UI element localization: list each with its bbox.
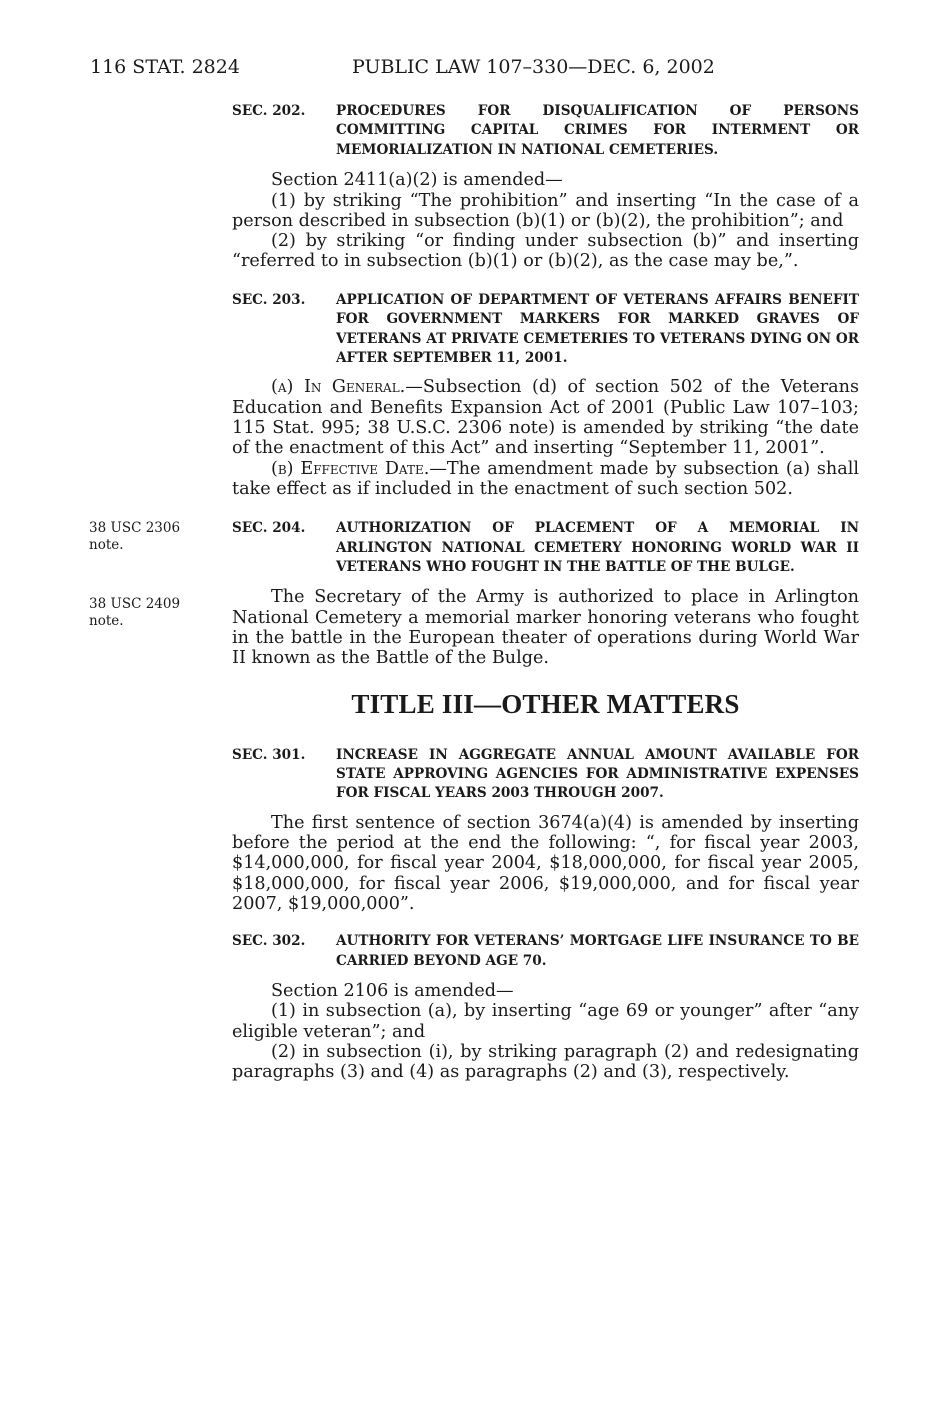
subsection-b: [232, 459, 859, 500]
running-header: [90, 56, 750, 84]
section-title: INCREASE IN AGGREGATE ANNUAL AMOUNT AVAILABLE FOR STATE APPROVING AGENCIES FOR ADMINISTRATIVE EXPENSES FOR FISCAL YEARS 2003 THROUGH 2007.: [336, 746, 859, 802]
amendment-item: (1) by striking “The prohibition” and inserting “In the case of a person described in subsection (b)(1) or (b)(2), the prohibition”; and: [232, 190, 859, 231]
section-number: SEC. 302.: [232, 933, 306, 950]
section-title: AUTHORIZATION OF PLACEMENT OF A MEMORIAL IN ARLINGTON NATIONAL CEMETERY HONORING WORLD WAR II VETERANS WHO FOUGHT IN THE BATTLE OF THE BULGE.: [336, 520, 859, 575]
section-number: SEC. 203.: [232, 291, 306, 308]
section-number: SEC. 301.: [232, 746, 306, 763]
subsection-label: (b) Effective Date.: [271, 458, 430, 479]
section-title: PROCEDURES FOR DISQUALIFICATION OF PERSONS COMMITTING CAPITAL CRIMES FOR INTERMENT OR MEMORIALIZATION IN NATIONAL CEMETERIES.: [336, 103, 859, 158]
section-302: [232, 932, 859, 1082]
section-text: The Secretary of the Army is authorized to place in Arlington National Cemetery a memorial marker honoring veterans who fought in the battle in the European theater of operations during World War II known as the Battle of the Bulge.: [232, 587, 859, 669]
margin-note-line: note.: [89, 613, 124, 629]
section-204: [232, 519, 859, 668]
amendment-item: (2) by striking “or finding under subsection (b)” and inserting “referred to in subsection (b)(1) or (b)(2), as the case may be,”.: [232, 231, 859, 272]
subsection-label: (a) In General.: [271, 377, 406, 398]
section-heading: [232, 519, 859, 577]
amendment-item: (2) in subsection (i), by striking paragraph (2) and redesignating paragraphs (3) and (4) as paragraphs (2) and (3), respectively.: [232, 1041, 859, 1083]
title-heading: TITLE III—OTHER MATTERS: [351, 688, 740, 719]
subsection-a: [232, 377, 859, 458]
amendment-item: (1) in subsection (a), by inserting “age 69 or younger” after “any eligible veteran”; and: [232, 1001, 859, 1042]
section-title: AUTHORITY FOR VETERANS’ MORTGAGE LIFE INSURANCE TO BE CARRIED BEYOND AGE 70.: [336, 933, 859, 969]
margin-note-2409: [89, 596, 209, 630]
margin-note-line: 38 USC 2409: [89, 596, 181, 612]
section-number: SEC. 204.: [232, 520, 306, 537]
section-text: The first sentence of section 3674(a)(4) is amended by inserting before the period at the end the following: “, for fiscal year 2003, $14,000,000, for fiscal year 2004, $18,000,000, for fiscal year 2005, $18,000,000, for fiscal year 2006, $19,000,000, and for fiscal year 2007, $19,000,000”.: [232, 812, 859, 914]
section-title: APPLICATION OF DEPARTMENT OF VETERANS AFFAIRS BENEFIT FOR GOVERNMENT MARKERS FOR MARKED GRAVES OF VETERANS AT PRIVATE CEMETERIES TO VETERANS DYING ON OR AFTER SEPTEMBER 11, 2001.: [336, 291, 859, 366]
section-heading: [232, 932, 859, 971]
section-intro: Section 2106 is amended—: [271, 981, 514, 1002]
section-202: [232, 102, 859, 272]
section-heading: [232, 746, 859, 804]
section-203: [232, 291, 859, 499]
section-intro: Section 2411(a)(2) is amended—: [271, 170, 563, 191]
section-number: SEC. 202.: [232, 103, 306, 119]
margin-note-line: note.: [89, 537, 124, 553]
subsection-text: —The amendment made by subsection (a) shall take effect as if included in the enactment of such section 502.: [232, 458, 859, 499]
public-law-reference: PUBLIC LAW 107–330—DEC. 6, 2002: [352, 56, 715, 78]
stat-reference: 116 STAT. 2824: [90, 56, 240, 78]
margin-note-2306: [89, 520, 209, 554]
section-301: [232, 746, 859, 915]
section-heading: [232, 291, 859, 369]
section-heading: [232, 102, 859, 160]
margin-note-line: 38 USC 2306: [89, 520, 181, 536]
document-body: [232, 102, 859, 1083]
subsection-text: —Subsection (d) of section 502 of the Veterans Education and Benefits Expansion Act of 2001 (Public Law 107–103; 115 Stat. 995; 38 U.S.C. 2306 note) is amended by striking “the date of the enactment of this Act” and inserting “September 11, 2001”.: [232, 377, 859, 459]
